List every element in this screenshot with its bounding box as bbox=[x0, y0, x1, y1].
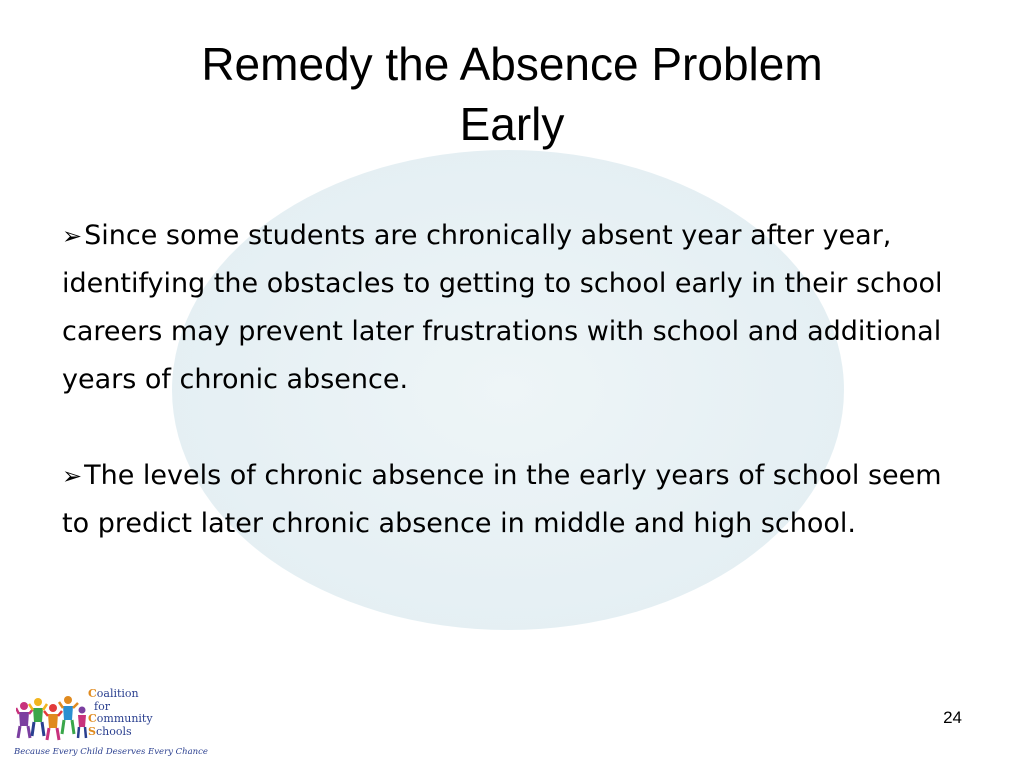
logo-initial: C bbox=[88, 687, 97, 700]
logo-word: for bbox=[94, 699, 110, 713]
logo-tagline: Because Every Child Deserves Every Chance bbox=[14, 747, 208, 757]
logo-word: ommunity bbox=[96, 712, 153, 725]
bullet-text: Since some students are chronically absent year after year, identifying the obstacles to getting to school early in their school careers may prevent later frustrations with school and additional years of chronic absence. bbox=[62, 220, 943, 395]
bullet-item bbox=[62, 452, 962, 548]
coalition-logo bbox=[12, 686, 208, 762]
arrow-bullet-icon: ➢ bbox=[62, 462, 83, 490]
slide-title bbox=[0, 34, 1024, 154]
arrow-bullet-icon: ➢ bbox=[62, 222, 83, 250]
bullet-text: The levels of chronic absence in the early years of school seem to predict later chronic absence in middle and high school. bbox=[62, 460, 942, 539]
slide-body bbox=[62, 212, 962, 548]
logo-wordmark bbox=[88, 688, 153, 738]
logo-initial: C bbox=[88, 712, 97, 725]
page-number: 24 bbox=[943, 708, 962, 727]
bullet-item bbox=[62, 212, 962, 404]
logo-word: chools bbox=[95, 724, 132, 738]
logo-initial: S bbox=[88, 724, 96, 738]
children-figures-icon bbox=[16, 692, 92, 742]
title-line-1: Remedy the Absence Problem bbox=[201, 38, 823, 90]
logo-word: oalition bbox=[96, 687, 139, 700]
title-line-2: Early bbox=[459, 98, 565, 150]
